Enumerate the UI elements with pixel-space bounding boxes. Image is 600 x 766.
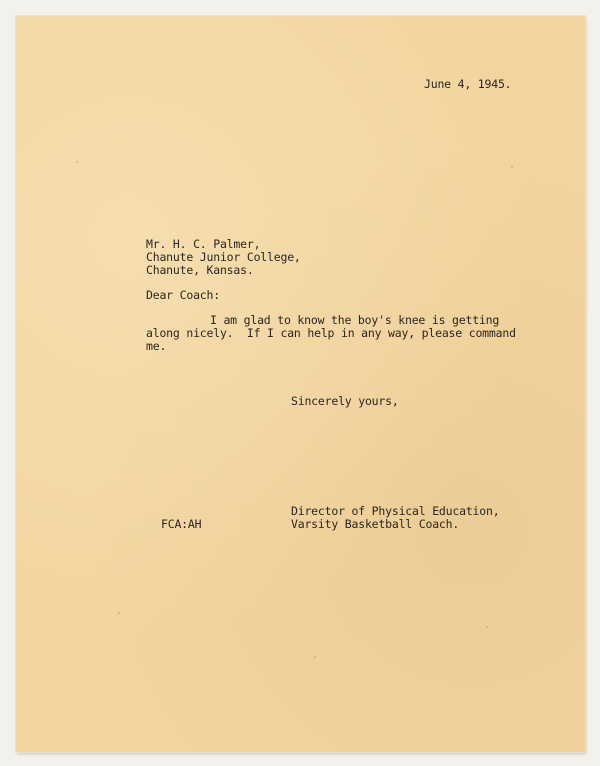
paper-speck	[314, 656, 316, 658]
letter-date: June 4, 1945.	[424, 77, 512, 91]
paper-speck	[486, 626, 488, 628]
salutation: Dear Coach:	[146, 288, 220, 302]
recipient-name: Mr. H. C. Palmer,	[146, 237, 261, 251]
signature-title-2: Varsity Basketball Coach.	[291, 517, 460, 531]
body-line-3: me.	[146, 339, 167, 353]
paper-speck	[76, 161, 78, 163]
body-line-2: along nicely. If I can help in any way, please command	[146, 326, 516, 340]
paper-speck	[511, 166, 513, 168]
closing: Sincerely yours,	[291, 394, 399, 408]
recipient-institution: Chanute Junior College,	[146, 250, 301, 264]
letter-page	[16, 16, 585, 752]
recipient-location: Chanute, Kansas.	[146, 263, 254, 277]
paper-speck	[118, 612, 120, 614]
reference-initials: FCA:AH	[161, 517, 202, 531]
signature-title-1: Director of Physical Education,	[291, 504, 500, 518]
body-line-1: I am glad to know the boy's knee is getting	[210, 313, 500, 327]
